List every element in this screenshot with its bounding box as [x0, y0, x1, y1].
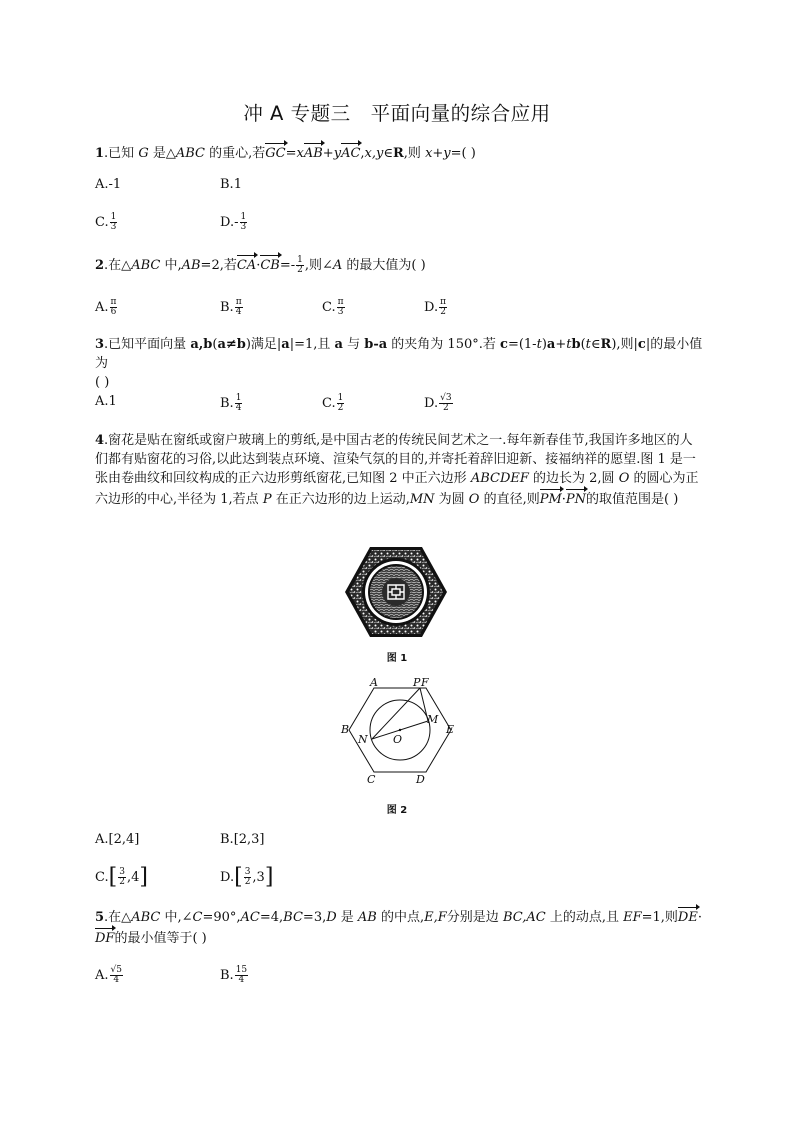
- q5-option-b[interactable]: [220, 966, 249, 985]
- q1-x: x: [296, 146, 304, 161]
- q5-option-a[interactable]: [95, 966, 124, 985]
- label-a: A: [370, 676, 378, 689]
- q4-o: O: [468, 492, 480, 507]
- q4-option-a[interactable]: [95, 832, 139, 848]
- option-label: C.: [95, 870, 109, 885]
- q3-text: =(1-: [507, 337, 537, 352]
- q4-vector-pm: PM: [540, 488, 562, 509]
- label-b: B: [341, 723, 350, 736]
- q1-text: .已知: [104, 146, 139, 161]
- q3-t: t: [585, 337, 591, 352]
- q5-d: D: [326, 910, 337, 925]
- q4-option-d[interactable]: D.[ $\frac{3}{2}$ ,3]: [220, 864, 274, 890]
- window-flower-figure: [344, 546, 448, 638]
- q2-text: 中,: [160, 258, 182, 273]
- q1-text: 的重心,若: [204, 146, 266, 161]
- label-n: N: [358, 733, 368, 746]
- q5-bc: BC: [283, 910, 303, 925]
- q2-option-c[interactable]: [322, 298, 346, 317]
- q3-text: 与: [342, 337, 365, 352]
- option-label: C.: [322, 300, 336, 315]
- option-value: [2,3]: [233, 832, 265, 847]
- label-o: O: [393, 733, 403, 746]
- option-fraction: $\frac{\pi}{4}$: [235, 297, 242, 317]
- question-1: [95, 142, 705, 163]
- figure-1-caption: 图 1: [386, 653, 408, 664]
- option-label: B.: [220, 832, 234, 847]
- q3-vec: c: [637, 337, 646, 352]
- q3-number: 3: [95, 337, 105, 352]
- q4-option-c[interactable]: C.[ $\frac{3}{2}$ ,4]: [95, 864, 148, 890]
- q4-vector-pn: PN: [566, 488, 586, 509]
- q2-option-d[interactable]: [424, 298, 448, 317]
- q3-text: ( ): [95, 375, 110, 390]
- option-value: ,3: [252, 870, 265, 885]
- q1-reals: R: [392, 146, 404, 161]
- option-label: D.: [220, 870, 235, 885]
- q3-text: |的最小值为: [95, 337, 703, 371]
- q5-c: C: [192, 910, 203, 925]
- q2-text: .在△: [104, 258, 132, 273]
- title-part2: 平面向量的综合应用: [370, 102, 551, 125]
- q4-text: ·: [561, 492, 566, 507]
- q5-text: 分别是边: [446, 910, 503, 925]
- q3-vec: a,b: [190, 337, 213, 352]
- q1-abc: ABC: [175, 146, 205, 161]
- q4-text: 为圆: [434, 492, 469, 507]
- q2-option-a[interactable]: [95, 298, 118, 317]
- q3-option-d[interactable]: [424, 394, 454, 413]
- label-e: E: [446, 723, 455, 736]
- q5-number: 5: [95, 910, 105, 925]
- option-fraction: $\frac{\pi}{2}$: [440, 297, 447, 317]
- figure-2-caption: 图 2: [386, 805, 408, 816]
- option-fraction: $\frac{√3}{2}$: [440, 393, 452, 413]
- option-value: ,4: [126, 870, 140, 885]
- q4-mn: MN: [409, 492, 435, 507]
- q2-number: 2: [95, 258, 105, 273]
- q3-vec: c: [500, 337, 508, 352]
- option-fraction: $\frac{1}{4}$: [235, 393, 242, 413]
- q5-vector-de: DE: [678, 906, 698, 927]
- q1-text: ∈: [383, 146, 393, 161]
- q4-text: .窗花是贴在窗纸或窗户玻璃上的剪纸,是中国古老的传统民间艺术之一.每年新春佳节,我国许多地区的人们都有贴窗花的习俗,以此达到装点环境、渲染气氛的目的,并寄托着辞旧迎新、接福纳祥的愿望.图 1 是一张由卷曲纹和回纹构成的正六边形剪纸窗花,已知图 2 中正六边形: [95, 433, 696, 486]
- option-value: [2,4]: [108, 832, 140, 847]
- option-label: D.: [424, 300, 439, 315]
- q3-text: (: [580, 337, 586, 352]
- q2-text: ,则∠: [304, 258, 333, 273]
- q5-text: 上的动点,且: [545, 910, 624, 925]
- q4-text: 的边长为 2,圆: [528, 471, 619, 486]
- q4-text: 的直径,则: [479, 492, 540, 507]
- question-4: [95, 431, 705, 509]
- q4-text: 在正六边形的边上运动,: [271, 492, 410, 507]
- q1-text: 是△: [148, 146, 176, 161]
- option-fraction: $\frac{\pi}{6}$: [110, 297, 117, 317]
- q3-text: .已知平面向量: [104, 337, 191, 352]
- q5-text: 是: [336, 910, 358, 925]
- option-label: B.: [220, 968, 234, 983]
- q4-p: P: [262, 492, 272, 507]
- q4-hexagon-name: ABCDEF: [470, 471, 529, 486]
- q3-option-b[interactable]: [220, 394, 243, 413]
- q3-text: 的夹角为 150°.若: [387, 337, 501, 352]
- q3-reals: R: [600, 337, 612, 352]
- q4-number: 4: [95, 433, 105, 448]
- option-label: D.: [220, 215, 235, 230]
- q2-text: =-: [279, 258, 296, 273]
- q5-text: .在△: [104, 910, 132, 925]
- q3-vec: b-a: [364, 337, 388, 352]
- q3-text: ∈: [590, 337, 601, 352]
- option-fraction: $\frac{1}{3}$: [240, 212, 247, 232]
- q5-ac: AC: [240, 910, 260, 925]
- q2-option-b[interactable]: [220, 298, 244, 317]
- q1-number: 1: [95, 146, 105, 161]
- q3-option-a[interactable]: [95, 394, 117, 410]
- q2-text: =2,若: [200, 258, 237, 273]
- q3-vec: a: [546, 337, 556, 352]
- option-label: B.: [220, 396, 234, 411]
- q2-a: A: [332, 258, 343, 273]
- q1-text: =: [285, 146, 297, 161]
- q3-vec: a: [334, 337, 343, 352]
- q5-text: ·: [697, 910, 702, 925]
- label-c: C: [367, 773, 376, 786]
- q1-xpy: x+y: [425, 146, 451, 161]
- q3-t: t: [536, 337, 542, 352]
- q4-o: O: [618, 471, 630, 486]
- option-value: 1: [233, 177, 242, 192]
- q4-text: 的圆心为正六边形的中心,半径为 1,若点: [95, 471, 699, 507]
- q5-text: 的最小值等于( ): [114, 931, 207, 946]
- center-point-o: [399, 729, 401, 731]
- q2-vector-ca: CA: [237, 254, 256, 275]
- option-fraction: $\frac{15}{4}$: [235, 965, 248, 985]
- option-fraction: $\frac{3}{2}$: [244, 867, 251, 887]
- q3-option-c[interactable]: [322, 394, 345, 413]
- option-label: A.: [95, 832, 109, 847]
- q1-vector-ab: AB: [304, 142, 323, 163]
- q1-vector-ac: AC: [341, 142, 360, 163]
- q4-text: 的取值范围是( ): [586, 492, 679, 507]
- q2-vector-cb: CB: [260, 254, 280, 275]
- q3-vec: b: [571, 337, 581, 352]
- q1-option-c[interactable]: [95, 213, 118, 232]
- q5-ef: EF: [623, 910, 642, 925]
- option-label: C.: [322, 396, 336, 411]
- label-m: M: [427, 713, 439, 726]
- option-label: C.: [95, 215, 109, 230]
- q3-text: |=1,且: [289, 337, 335, 352]
- option-label: B.: [220, 177, 234, 192]
- label-d: D: [416, 773, 425, 786]
- q3-vec: a: [281, 337, 290, 352]
- q2-abc: ABC: [131, 258, 161, 273]
- q3-vec: a≠b: [217, 337, 246, 352]
- q1-option-d[interactable]: [220, 213, 248, 232]
- q1-text: +: [322, 146, 334, 161]
- page-title: [0, 98, 794, 126]
- q1-option-a[interactable]: [95, 177, 121, 193]
- question-3: [95, 335, 705, 392]
- option-fraction: $\frac{1}{3}$: [110, 212, 117, 232]
- q3-text: ),则|: [611, 337, 638, 352]
- label-p: P: [413, 676, 421, 689]
- q2-ab: AB: [181, 258, 201, 273]
- q5-bc-ac: BC,AC: [502, 910, 546, 925]
- option-value: 1: [108, 394, 117, 409]
- q1-g: G: [138, 146, 149, 161]
- q1-text: ,则: [403, 146, 426, 161]
- q5-text: 中,∠: [160, 910, 193, 925]
- option-minus: -: [234, 215, 239, 230]
- q3-text: (: [212, 337, 218, 352]
- q5-ab: AB: [357, 910, 377, 925]
- hexagon-geometry-figure: [340, 676, 460, 788]
- option-label: B.: [220, 300, 234, 315]
- q1-text: =( ): [450, 146, 476, 161]
- q5-text: =90°,: [202, 910, 241, 925]
- q1-text: ,: [360, 146, 365, 161]
- q4-option-b[interactable]: [220, 832, 265, 848]
- q3-text: )满足|: [245, 337, 282, 352]
- option-label: D.: [424, 396, 439, 411]
- q1-vector-gc: GC: [265, 142, 285, 163]
- label-f: F: [421, 676, 429, 689]
- q5-text: =1,则: [641, 910, 678, 925]
- option-fraction: $\frac{3}{2}$: [119, 867, 125, 887]
- option-value: -1: [108, 177, 122, 192]
- q5-text: 的中点,: [376, 910, 425, 925]
- option-fraction: $\frac{√5}{4}$: [110, 965, 122, 985]
- q5-ef: E,F: [424, 910, 447, 925]
- q1-option-b[interactable]: [220, 177, 242, 193]
- option-fraction: $\frac{\pi}{3}$: [337, 297, 344, 317]
- question-2: [95, 254, 705, 275]
- title-part1: 冲 A 专题三: [243, 102, 351, 125]
- q5-text: =3,: [302, 910, 327, 925]
- question-5: [95, 906, 705, 948]
- q2-text: ·: [256, 258, 261, 273]
- option-label: A.: [95, 300, 109, 315]
- q5-text: =4,: [259, 910, 284, 925]
- q2-text: 的最大值为( ): [342, 258, 426, 273]
- q3-text: +: [555, 337, 567, 352]
- q5-abc: ABC: [131, 910, 161, 925]
- q1-xy: x,y: [364, 146, 384, 161]
- q3-text: ): [541, 337, 547, 352]
- q1-y: y: [333, 146, 342, 161]
- option-label: A.: [95, 968, 109, 983]
- q3-t: t: [566, 337, 572, 352]
- q2-fraction: $\frac{1}{2}$: [297, 255, 303, 275]
- option-fraction: $\frac{1}{2}$: [337, 393, 344, 413]
- option-label: A.: [95, 394, 109, 409]
- q5-vector-df: DF: [95, 927, 114, 948]
- option-label: A.: [95, 177, 109, 192]
